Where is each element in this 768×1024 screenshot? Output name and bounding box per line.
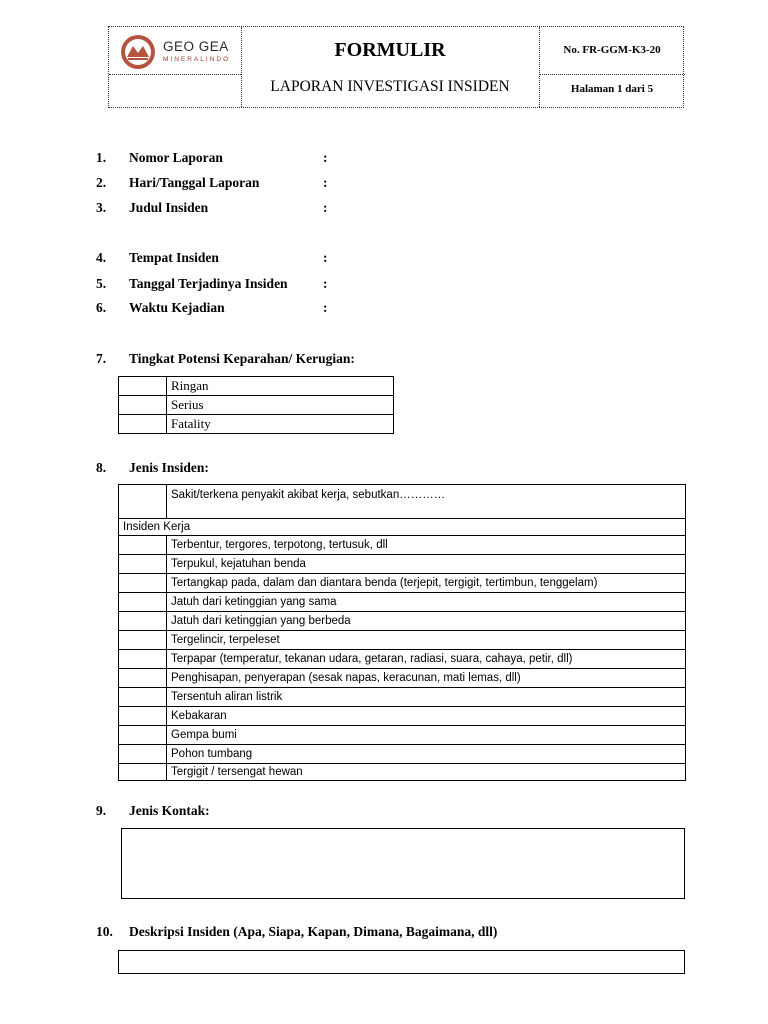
field-label-judul-insiden: Judul Insiden [129, 200, 209, 215]
incident-checkbox[interactable] [119, 745, 167, 764]
incident-checkbox[interactable] [119, 631, 167, 650]
table-row [119, 574, 686, 593]
field-label-waktu-kejadian: Waktu Kejadian [129, 300, 225, 315]
incident-option: Terbentur, tergores, terpotong, tertusuk, dll [167, 536, 686, 555]
table-row [119, 688, 686, 707]
table-row [119, 612, 686, 631]
table-row [119, 415, 394, 434]
field-label-nomor-laporan: Nomor Laporan [129, 150, 223, 165]
field-number: 1. [96, 150, 107, 165]
incident-option: Jatuh dari ketinggian yang sama [167, 593, 686, 612]
incident-checkbox[interactable] [119, 726, 167, 745]
section-title-contact-type: Jenis Kontak: [129, 803, 210, 818]
section-number: 10. [96, 924, 113, 939]
header-divider [539, 27, 540, 107]
logo-emblem-icon [119, 33, 159, 73]
field-label-tanggal-terjadinya: Tanggal Terjadinya Insiden [129, 276, 288, 291]
severity-option: Ringan [167, 377, 394, 396]
incident-option: Terpukul, kejatuhan benda [167, 555, 686, 574]
section-title-description: Deskripsi Insiden (Apa, Siapa, Kapan, Dimana, Bagaimana, dll) [129, 924, 498, 939]
severity-option: Serius [167, 396, 394, 415]
table-row [119, 726, 686, 745]
severity-checkbox[interactable] [119, 377, 167, 396]
severity-checkbox[interactable] [119, 415, 167, 434]
logo-name: GEO GEA [163, 39, 229, 54]
document-number: No. FR-GGM-K3-20 [563, 44, 661, 56]
section-title-severity: Tingkat Potensi Keparahan/ Kerugian: [129, 351, 355, 366]
incident-group-label: Insiden Kerja [119, 519, 686, 536]
field-colon: : [323, 200, 328, 215]
description-textarea[interactable] [118, 950, 685, 974]
incident-checkbox[interactable] [119, 688, 167, 707]
field-label-tempat-insiden: Tempat Insiden [129, 250, 219, 265]
field-number: 2. [96, 175, 107, 190]
table-row [119, 669, 686, 688]
incident-option: Tertangkap pada, dalam dan diantara benda (terjepit, tergigit, tertimbun, tenggelam) [167, 574, 686, 593]
incident-checkbox[interactable] [119, 650, 167, 669]
field-colon: : [323, 276, 328, 291]
header-divider [109, 74, 241, 75]
table-row [119, 396, 394, 415]
severity-checkbox[interactable] [119, 396, 167, 415]
severity-option: Fatality [167, 415, 394, 434]
incident-option: Gempa bumi [167, 726, 686, 745]
field-label-hari-tanggal: Hari/Tanggal Laporan [129, 175, 260, 190]
form-subtitle: LAPORAN INVESTIGASI INSIDEN [270, 78, 510, 95]
table-row [119, 555, 686, 574]
incident-option: Pohon tumbang [167, 745, 686, 764]
field-number: 6. [96, 300, 107, 315]
incident-type-table [118, 484, 686, 781]
incident-option: Tergelincir, terpeleset [167, 631, 686, 650]
contact-type-textarea[interactable] [121, 828, 685, 899]
incident-checkbox[interactable] [119, 764, 167, 781]
field-number: 3. [96, 200, 107, 215]
incident-option: Penghisapan, penyerapan (sesak napas, keracunan, mati lemas, dll) [167, 669, 686, 688]
table-row [119, 485, 686, 519]
incident-option: Terpapar (temperatur, tekanan udara, getaran, radiasi, suara, cahaya, petir, dll) [167, 650, 686, 669]
field-number: 4. [96, 250, 107, 265]
field-colon: : [323, 300, 328, 315]
incident-checkbox[interactable] [119, 593, 167, 612]
table-row [119, 536, 686, 555]
table-row [119, 745, 686, 764]
company-logo [119, 33, 241, 69]
field-colon: : [323, 175, 328, 190]
incident-checkbox[interactable] [119, 612, 167, 631]
incident-option: Sakit/terkena penyakit akibat kerja, sebutkan………… [167, 485, 686, 519]
severity-table [118, 376, 394, 434]
section-number: 7. [96, 351, 107, 366]
logo-subname: MINERALINDO [163, 56, 231, 63]
table-row [119, 650, 686, 669]
field-colon: : [323, 250, 328, 265]
table-row [119, 707, 686, 726]
header-divider [539, 74, 685, 75]
incident-checkbox[interactable] [119, 536, 167, 555]
section-number: 8. [96, 460, 107, 475]
page-indicator: Halaman 1 dari 5 [570, 83, 654, 95]
incident-checkbox[interactable] [119, 669, 167, 688]
table-row [119, 377, 394, 396]
table-row [119, 593, 686, 612]
table-row [119, 764, 686, 781]
incident-checkbox[interactable] [119, 574, 167, 593]
table-row [119, 519, 686, 536]
field-number: 5. [96, 276, 107, 291]
section-title-incident-type: Jenis Insiden: [129, 460, 209, 475]
form-header [108, 26, 684, 108]
field-colon: : [323, 150, 328, 165]
incident-checkbox[interactable] [119, 707, 167, 726]
incident-checkbox[interactable] [119, 555, 167, 574]
incident-option: Tersentuh aliran listrik [167, 688, 686, 707]
incident-checkbox[interactable] [119, 485, 167, 519]
table-row [119, 631, 686, 650]
section-number: 9. [96, 803, 107, 818]
incident-option: Kebakaran [167, 707, 686, 726]
incident-option: Tergigit / tersengat hewan [167, 764, 686, 781]
incident-option: Jatuh dari ketinggian yang berbeda [167, 612, 686, 631]
form-title: FORMULIR [334, 39, 446, 61]
